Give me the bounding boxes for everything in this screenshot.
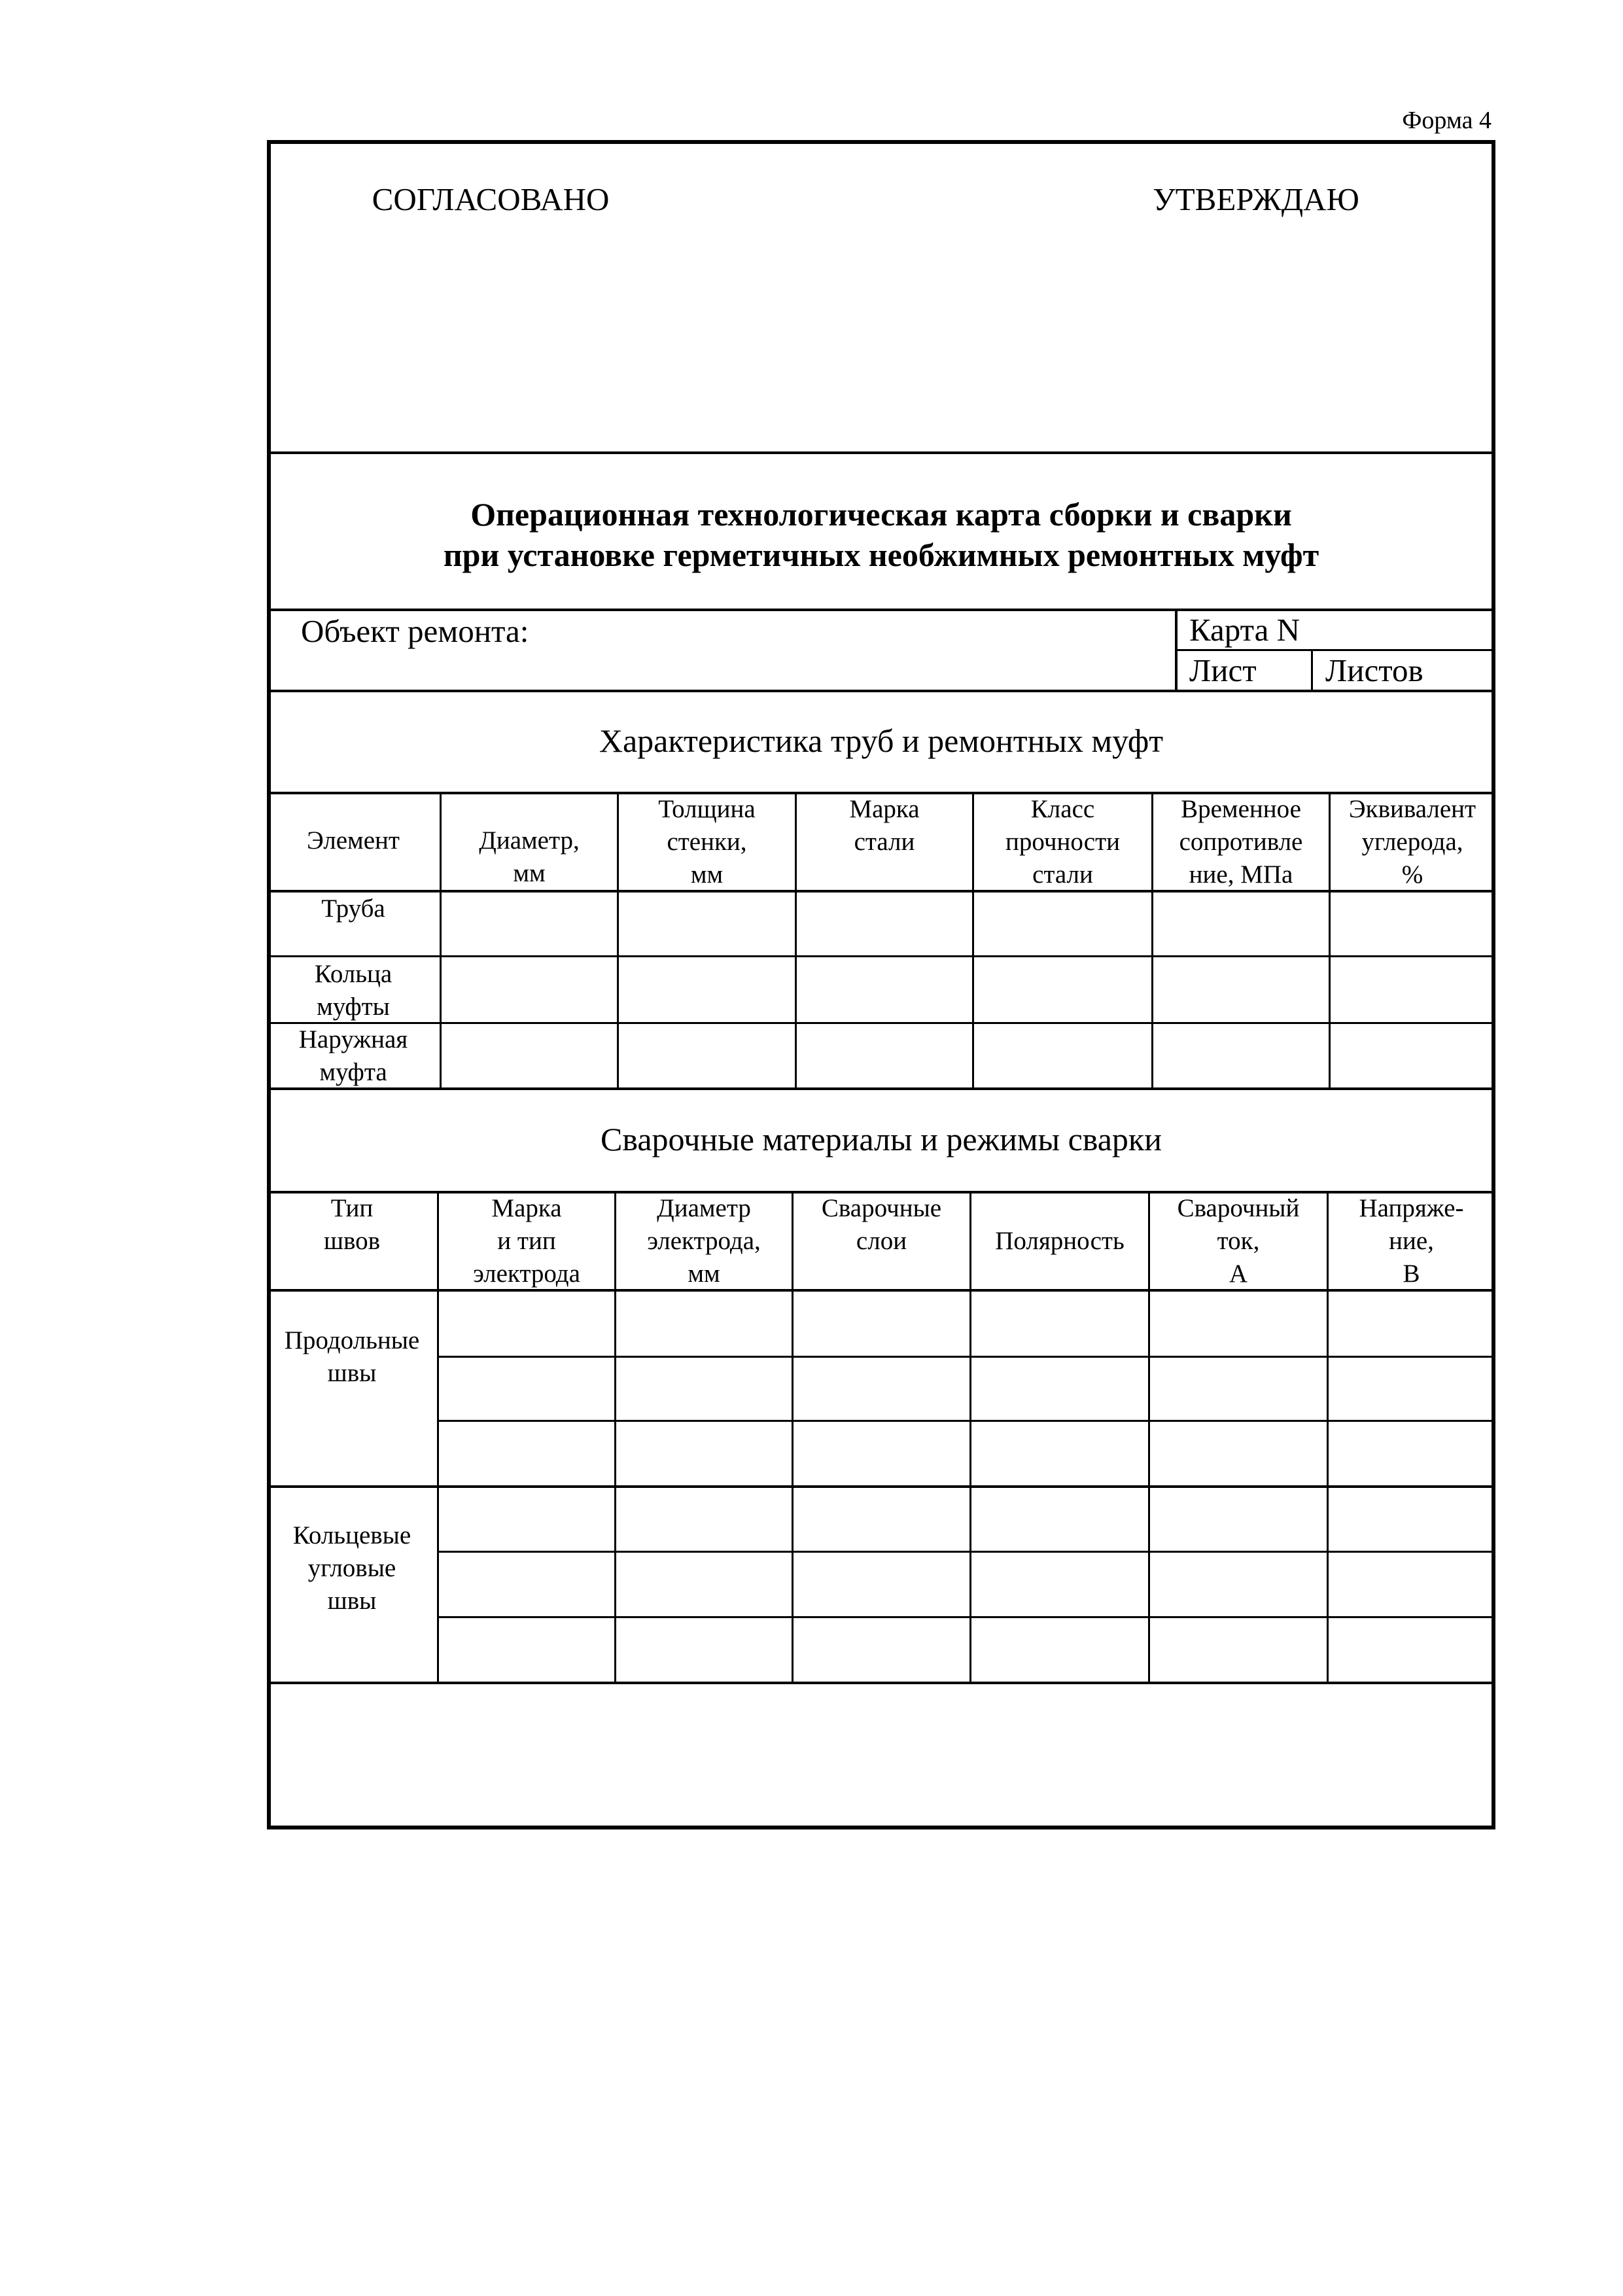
card-number-label: Карта N [1189, 612, 1300, 648]
welding-group-line [267, 1485, 1495, 1488]
welding-header-electrode-diameter: Диаметр электрода, мм [647, 1194, 761, 1288]
welding-table-bottom [267, 1682, 1495, 1684]
welding-row-line [437, 1420, 1495, 1422]
card-no-divider [1175, 649, 1495, 651]
approved-label: УТВЕРЖДАЮ [1153, 181, 1359, 217]
pipes-header-steel-grade: Марка стали [849, 795, 920, 856]
sheets-count-label: Листов [1325, 652, 1423, 688]
welding-row-line [437, 1551, 1495, 1553]
repair-object-label: Объект ремонта: [301, 613, 529, 649]
welding-header-voltage: Напряже- ние, В [1359, 1194, 1464, 1288]
form-frame [267, 140, 1495, 1829]
welding-group-longitudinal: Продольные швы [284, 1326, 420, 1387]
pipes-row-outer-sleeve: Наружная муфта [298, 1025, 408, 1086]
pipes-header-carbon-equivalent: Эквивалент углерода, % [1348, 795, 1476, 889]
divider-object [267, 690, 1495, 692]
agreed-label: СОГЛАСОВАНО [372, 181, 610, 217]
welding-header-current: Сварочный ток, А [1177, 1194, 1300, 1288]
pipes-header-tensile-strength: Временное сопротивле ние, МПа [1179, 795, 1303, 889]
card-title-line1: Операционная технологическая карта сборки и сварки [470, 496, 1292, 533]
welding-row-line [437, 1616, 1495, 1618]
welding-header-electrode-grade: Марка и тип электрода [473, 1194, 580, 1288]
welding-header-layers: Сварочные слои [821, 1194, 942, 1255]
pipes-section-heading: Характеристика труб и ремонтных муфт [599, 722, 1164, 759]
pipes-header-strength-class: Класс прочности стали [1005, 795, 1121, 889]
pipes-header-diameter: Диаметр, мм [479, 826, 580, 887]
welding-row-line [437, 1356, 1495, 1358]
pipes-row-sleeve-rings: Кольца муфты [314, 960, 393, 1021]
pipes-row-line [267, 1022, 1495, 1024]
divider-title [267, 609, 1495, 611]
pipes-row-pipe: Труба [321, 894, 385, 923]
pipes-header-element: Элемент [307, 826, 400, 855]
sheet-divider [1311, 649, 1313, 690]
welding-col-line [792, 1191, 794, 1683]
pipes-row-line [267, 955, 1495, 957]
pipes-header-thickness: Толщина стенки, мм [658, 795, 756, 889]
welding-group-circumferential: Кольцевые угловые швы [292, 1521, 411, 1615]
divider-approval [267, 451, 1495, 454]
welding-header-seam-type: Тип швов [323, 1194, 381, 1255]
form-number: Форма 4 [1402, 107, 1492, 134]
card-title-line2: при установке герметичных необжимных ремонтных муфт [443, 537, 1319, 573]
welding-header-polarity: Полярность [995, 1227, 1125, 1255]
pipes-table-bottom [267, 1087, 1495, 1090]
welding-section-heading: Сварочные материалы и режимы сварки [601, 1121, 1162, 1157]
welding-col-line [969, 1191, 971, 1683]
sheet-label: Лист [1189, 652, 1257, 688]
